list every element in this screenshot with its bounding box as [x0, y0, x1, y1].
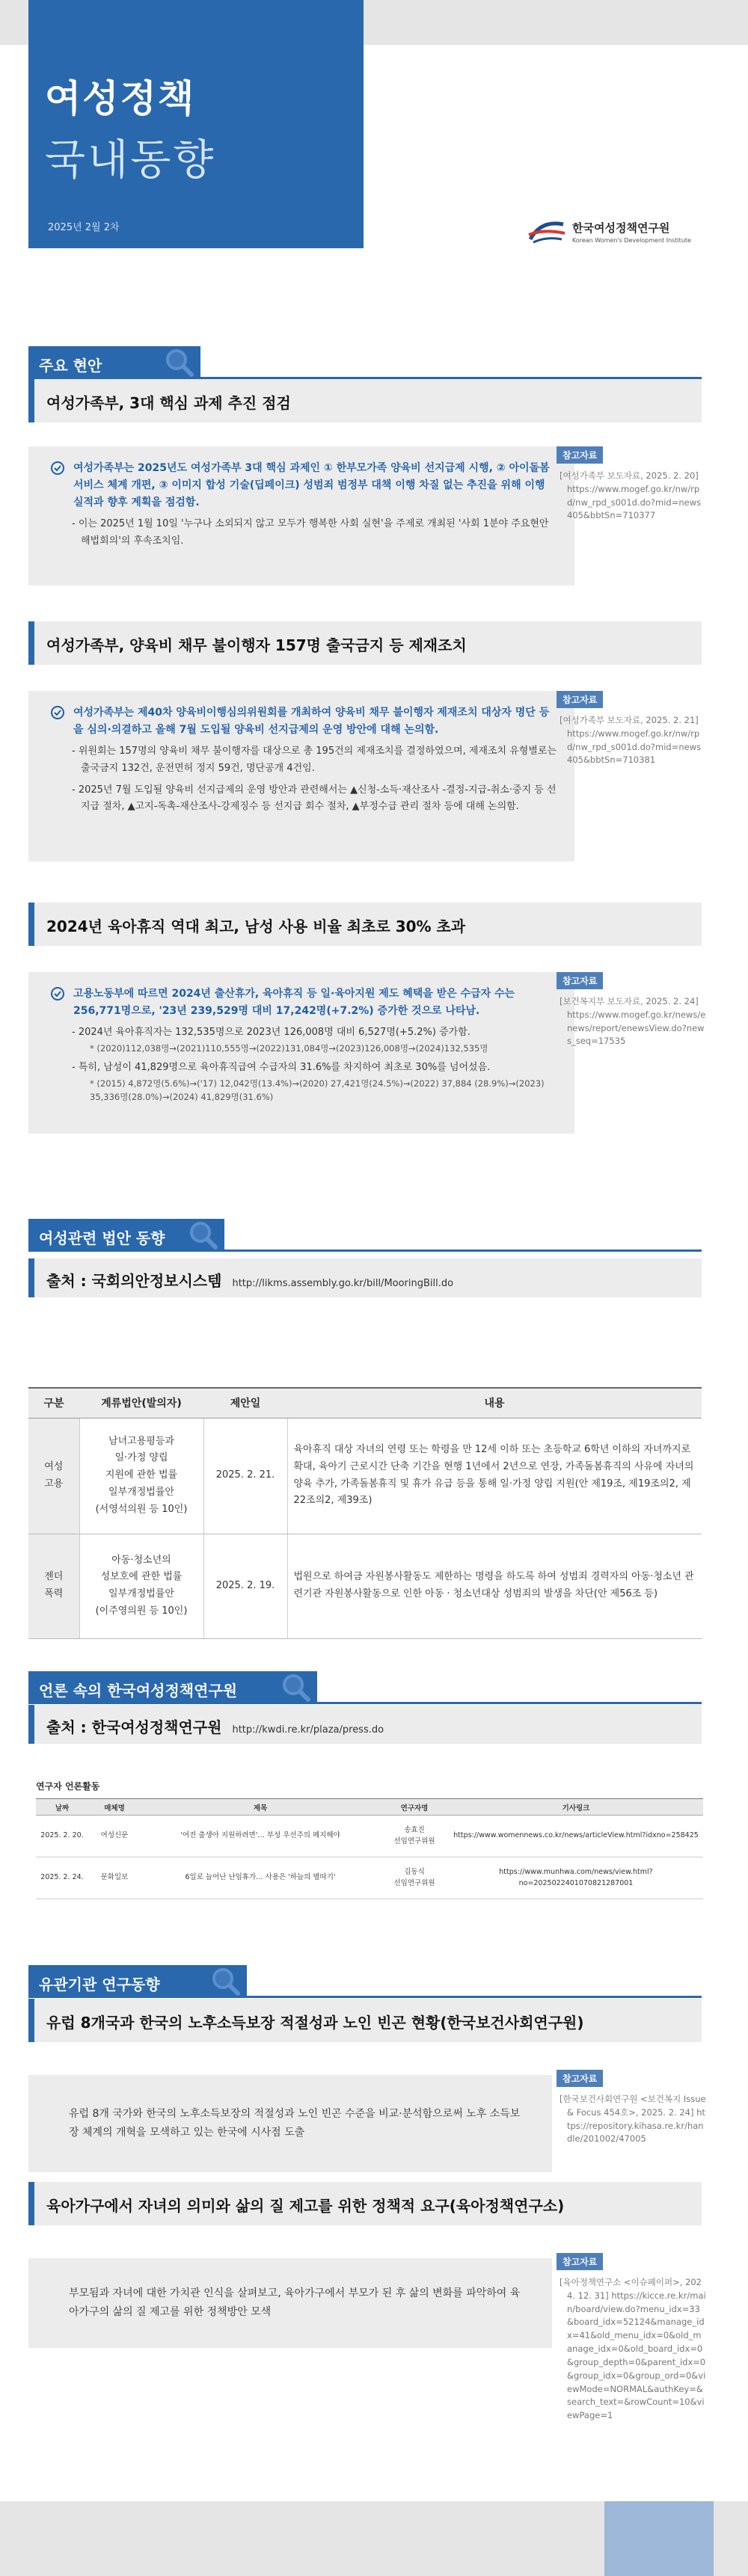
reference-1	[557, 446, 706, 523]
magnifier-icon	[208, 1964, 242, 1998]
reference-link[interactable]: [육아정책연구소 <이슈페이퍼>, 2024. 12. 31] https://kicce.re.kr/main/board/view.do?menu_idx=33&board_idx=52124&manage_idx=41&old_menu_idx=0&old_manage_idx=0&old_board_idx=0&group_depth=0&parent_idx=0&group_idx=0&group_ord=0&viewMode=NORMAL&authKey=&search_text=&rowCount=10&viewPage=1	[560, 2277, 706, 2421]
issue-lead: 여성가족부는 2025년도 여성가족부 3대 핵심 과제인 ① 한부모가족 양육비 선지급제 시행, ② 아이돌봄서비스 체계 개편, ③ 이미지 합성 기술(딥페이크) 성범죄 범정부 대책 이행 차질 없는 추진을 위해 이행 실적과 향후 계획을 점검함.	[51, 460, 558, 511]
issue-heading-2: 여성가족부, 양육비 채무 불이행자 157명 출국금지 등 제재조치	[28, 621, 702, 665]
media-researcher: 송효진 선임연구위원	[380, 1816, 449, 1857]
column-header: 제안일	[203, 1388, 287, 1418]
bill-content: 법원으로 하여금 자원봉사활동도 제한하는 명령을 하도록 하여 성범죄 경력자의 아동·청소년 관련기관 자원봉사활동으로 인한 아동 · 청소년대상 성범죄의 발생을 차단(안 제56조 등)	[287, 1534, 702, 1638]
magnifier-icon	[278, 1670, 313, 1704]
section-tag-media	[28, 1671, 317, 1704]
media-date: 2025. 2. 24.	[36, 1857, 88, 1899]
media-outlet: 문화일보	[88, 1857, 141, 1899]
bill-category: 젠더 폭력	[28, 1534, 79, 1638]
bill-date: 2025. 2. 21.	[203, 1418, 287, 1534]
kwdi-logo-icon	[527, 218, 566, 245]
reference-tag: 참고자료	[557, 2253, 603, 2270]
section-title: 주요 현안	[39, 357, 102, 375]
media-table-title: 연구자 언론활동	[36, 1781, 100, 1792]
column-header: 날짜	[36, 1799, 88, 1816]
source-label: 출처 : 국회의안정보시스템	[46, 1272, 222, 1290]
bills-table	[28, 1387, 702, 1639]
issue-item: - 2025년 7월 도입될 양육비 선지급제의 운영 방안과 관련해서는 ▲신청-소득·재산조사 -결정-지급-취소·중지 등 선지급 절차, ▲고지-독촉-재산조사-강제징수 등 선지급 회수 절차, ▲부정수급 관리 절차 등에 대해 논의함.	[72, 784, 557, 813]
org-name-en: Korean Women's Development Institute	[572, 237, 691, 244]
section-divider	[28, 1702, 702, 1704]
bill-content: 육아휴직 대상 자녀의 연령 또는 학령을 만 12세 이하 또는 초등학교 6학년 이하의 자녀까지로 확대, 육아기 근로시간 단축 기간을 현행 1년에서 2년으로 연장, 가족돌봄휴직의 사유에 자녀의 양육 추가, 가족돌봄휴직 및 휴가 유급 등을 통해 일·가정 양립 지원(안 제19조, 제19조의2, 제22조의2, 제39조)	[287, 1418, 702, 1534]
media-link[interactable]: https://www.munhwa.com/news/view.html?no=2025022401070821287001	[449, 1857, 703, 1899]
research-summary: 유럽 8개 국가와 한국의 노후소득보장의 적절성과 노인 빈곤 수준을 비교·분석함으로써 노후 소득보장 체계의 개혁을 모색하고 있는 한국에 시사점 도출	[69, 2107, 521, 2139]
bills-source	[28, 1258, 702, 1297]
title-block	[28, 0, 364, 248]
column-header: 매체명	[88, 1799, 141, 1816]
research-heading-1: 유럽 8개국과 한국의 노후소득보장 적절성과 노인 빈곤 현황(한국보건사회연구원)	[28, 1999, 702, 2042]
bottom-accent	[604, 2501, 714, 2576]
reference-link[interactable]: [여성가족부 보도자료, 2025. 2. 21] https://www.mogef.go.kr/nw/rpd/nw_rpd_s001d.do?mid=news405&bbtSn=710381	[560, 715, 702, 766]
issue-item: - 이는 2025년 1월 10일 '누구나 소외되지 않고 모두가 행복한 사회 실현'을 주제로 개최된 '사회 1분야 주요현안 해법회의'의 후속조치임.	[72, 518, 549, 547]
bill-date: 2025. 2. 19.	[203, 1534, 287, 1638]
issue-heading-1: 여성가족부, 3대 핵심 과제 추진 점검	[28, 379, 702, 422]
media-table	[36, 1798, 703, 1899]
issue-date: 2025년 2월 2차	[48, 222, 120, 233]
media-title: '여전 출생아 지원하려면'… 부성 우선주의 폐지해야	[141, 1816, 380, 1857]
magnifier-icon	[162, 345, 196, 379]
bill-name: 아동·청소년의 성보호에 관한 법률 일부개정법률안 (이주영의원 등 10인)	[79, 1534, 203, 1638]
issue-lead: 고용노동부에 따르면 2024년 출산휴가, 육아휴직 등 일·육아지원 제도 혜택을 받은 수급자 수는 256,771명으로, '23년 239,529명 대비 17,242명(+7.2%) 증가한 것으로 나타남.	[51, 986, 558, 1020]
magnifier-icon	[186, 1217, 220, 1252]
column-header: 구분	[28, 1388, 79, 1418]
media-title: 6일로 늘어난 난임휴가… 사용은 '하늘의 별따기'	[141, 1857, 380, 1899]
section-tag-research	[28, 1965, 247, 1998]
research-reference-1	[557, 2070, 706, 2146]
table-header-row	[28, 1388, 702, 1418]
reference-3	[557, 972, 706, 1048]
column-header: 내용	[287, 1388, 702, 1418]
section-title: 유관기관 연구동향	[39, 1976, 160, 1994]
checkmark-circle-icon	[51, 461, 64, 475]
reference-tag: 참고자료	[557, 972, 603, 989]
research-box-1	[28, 2075, 552, 2172]
media-outlet: 여성신문	[88, 1816, 141, 1857]
reference-link[interactable]: [여성가족부 보도자료, 2025. 2. 20] https://www.mogef.go.kr/nw/rpd/nw_rpd_s001d.do?mid=news405&bbtSn=710377	[560, 470, 702, 521]
media-date: 2025. 2. 20.	[36, 1816, 88, 1857]
column-header: 제목	[141, 1799, 380, 1816]
section-tag-bills	[28, 1219, 224, 1252]
issue-heading-3: 2024년 육아휴직 역대 최고, 남성 사용 비율 최초로 30% 초과	[28, 903, 702, 946]
research-summary: 부모됨과 자녀에 대한 가치관 인식을 살펴보고, 육아가구에서 부모가 된 후 삶의 변화를 파악하여 육아가구의 삶의 질 제고를 위한 정책방안 모색	[69, 2287, 521, 2318]
reference-tag: 참고자료	[557, 2070, 603, 2087]
issue-box-2	[28, 691, 574, 861]
reference-tag: 참고자료	[557, 691, 603, 708]
issue-note: * (2020)112,038명→(2021)110,555명→(2022)131,084명→(2023)126,008명→(2024)132,535명	[90, 1042, 488, 1054]
bill-category: 여성 고용	[28, 1418, 79, 1534]
column-header: 기사링크	[449, 1799, 703, 1816]
reference-link[interactable]: [한국보건사회연구원 <보건복지 Issue & Focus 454호>, 2025. 2. 24] https://repository.kihasa.re.kr/handle/201002/47005	[560, 2094, 706, 2145]
section-tag-main-issues	[28, 346, 200, 379]
source-label: 출처 : 한국여성정책연구원	[46, 1718, 222, 1736]
issue-item: - 위원회는 157명의 양육비 채무 불이행자를 대상으로 총 195건의 제재조치를 결정하였으며, 제재조치 유형별로는 출국금지 132건, 운전면허 정지 59건, 명단공개 4건임.	[72, 746, 557, 774]
kwdi-logo	[527, 218, 691, 245]
section-divider	[28, 1996, 702, 1998]
reference-link[interactable]: [보건복지부 보도자료, 2025. 2. 24] https://www.mogef.go.kr/news/enews/report/enewsView.do?news_seq=17535	[560, 996, 706, 1047]
column-header: 계류법안(발의자)	[79, 1388, 203, 1418]
table-row	[28, 1534, 702, 1638]
research-box-2	[28, 2258, 552, 2348]
issue-lead: 여성가족부는 제40차 양육비이행심의위원회를 개최하여 양육비 채무 불이행자 제재조치 대상자 명단 등을 심의·의결하고 올해 7월 도입될 양육비 선지급제의 운영 방안에 대해 논의함.	[51, 704, 558, 739]
section-title: 언론 속의 한국여성정책연구원	[39, 1682, 238, 1700]
section-title: 여성관련 법안 동향	[39, 1229, 165, 1247]
issue-item: - 2024년 육아휴직자는 132,535명으로 2023년 126,008명 대비 6,527명(+5.2%) 증가함.	[72, 1027, 470, 1039]
checkmark-circle-icon	[51, 987, 64, 1000]
column-header: 연구자명	[380, 1799, 449, 1816]
reference-tag: 참고자료	[557, 446, 603, 464]
checkmark-circle-icon	[51, 706, 64, 719]
org-name-ko: 한국여성정책연구원	[572, 221, 670, 235]
media-link[interactable]: https://www.womennews.co.kr/news/articleView.html?idxno=258425	[449, 1816, 703, 1857]
research-reference-2	[557, 2253, 706, 2423]
page-subtitle: 국내동향	[45, 136, 216, 185]
media-researcher: 김동식 선임연구위원	[380, 1857, 449, 1899]
media-source	[28, 1705, 702, 1744]
issue-box-3	[28, 972, 574, 1134]
issue-box-1	[28, 446, 574, 585]
research-heading-2: 육아가구에서 자녀의 의미와 삶의 질 제고를 위한 정책적 요구(육아정책연구소)	[28, 2182, 702, 2225]
table-header-row	[36, 1799, 703, 1816]
table-row	[36, 1816, 703, 1857]
table-row	[28, 1418, 702, 1534]
reference-2	[557, 691, 706, 767]
issue-item: - 특히, 남성이 41,829명으로 육아휴직급여 수급자의 31.6%를 차지하여 최초로 30%를 넘어섰음.	[72, 1062, 491, 1074]
page-title: 여성정책	[45, 77, 196, 120]
issue-note: * (2015) 4,872명(5.6%)→('17) 12,042명(13.4%)→(2020) 27,421명(24.5%)→(2022) 37,884 (28.9%)→(2023) 35,336명(28.0%)→(2024) 41,829명(31.6%)	[90, 1078, 545, 1103]
section-divider	[28, 1249, 702, 1252]
source-url[interactable]: http://kwdi.re.kr/plaza/press.do	[232, 1724, 384, 1736]
source-url[interactable]: http://likms.assembly.go.kr/bill/MooringBill.do	[232, 1278, 454, 1289]
table-row	[36, 1857, 703, 1899]
bill-name: 남녀고용평등과 일·가정 양립 지원에 관한 법률 일부개정법률안 (서영석의원 등 10인)	[79, 1418, 203, 1534]
